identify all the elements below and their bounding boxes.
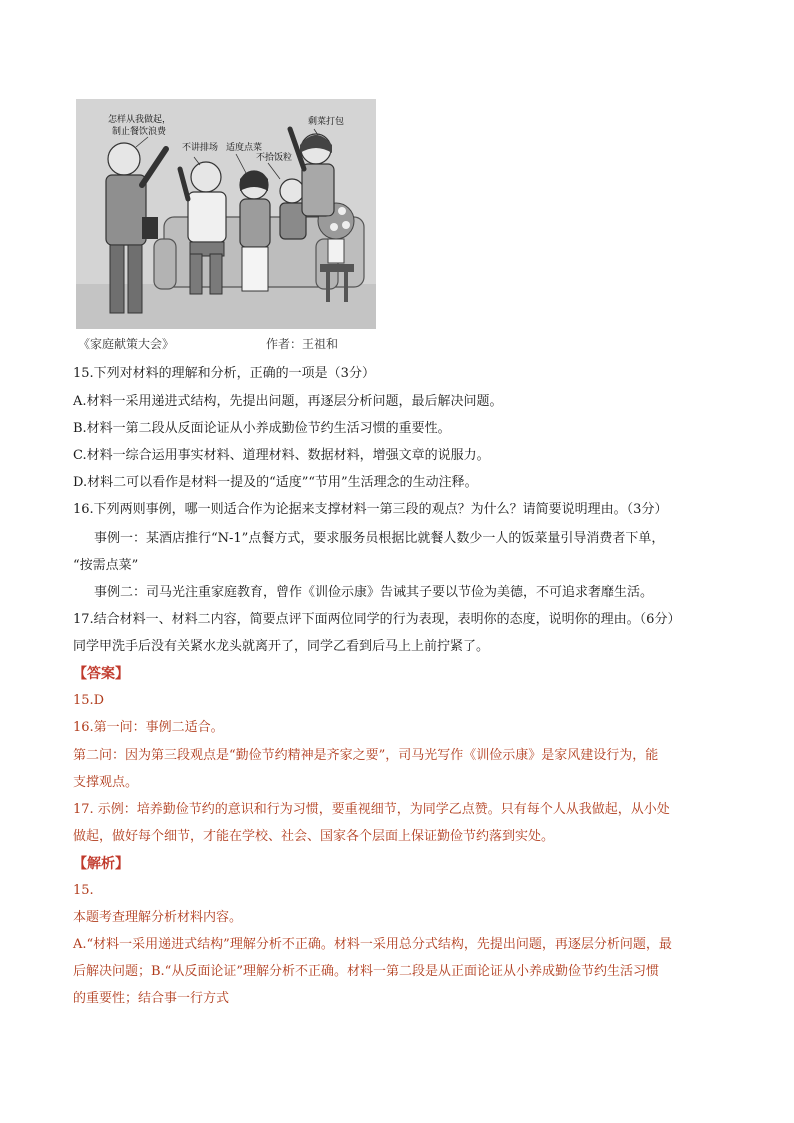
bubble-teacher-line1: 怎样从我做起，: [108, 115, 172, 125]
bubble-grandmother: 剩菜打包: [308, 117, 345, 127]
cartoon-image: [76, 99, 376, 329]
answer-15: 15.D: [73, 693, 105, 708]
answer-16-line3: 支撑观点。: [73, 775, 139, 790]
analysis-line1: A.“材料一采用递进式结构”理解分析不正确。材料一采用总分式结构，先提出问题，再逐层分析问题，最: [73, 937, 672, 952]
question-15-option-d: D.材料二可以看作是材料一提及的“适度”“节用”生活理念的生动注释。: [73, 475, 478, 490]
question-16-example1-line1: 事例一：某酒店推行“N-1”点餐方式，要求服务员根据比就餐人数少一人的饭菜量引导消费者下单，: [94, 531, 665, 546]
question-15-option-a: A.材料一采用递进式结构，先提出问题，再逐层分析问题，最后解决问题。: [73, 394, 503, 409]
cartoon-caption-author: 作者：王祖和: [266, 337, 339, 351]
question-16-example1-line2: “按需点菜”: [73, 558, 139, 573]
cartoon-caption-title: 《家庭献策大会》: [78, 337, 175, 351]
bubble-father: 不讲排场: [182, 143, 219, 153]
question-16-example2: 事例二：司马光注重家庭教育，曾作《训俭示康》告诫其子要以节俭为美德，不可追求奢靡生活。: [94, 585, 654, 600]
question-15: 15.下列对材料的理解和分析，正确的一项是（3分）: [73, 366, 375, 381]
analysis-line3: 的重要性；结合事一行方式: [73, 991, 230, 1006]
bubble-teacher-line2: 制止餐饮浪费: [112, 127, 167, 137]
question-17-case: 同学甲洗手后没有关紧水龙头就离开了，同学乙看到后马上上前拧紧了。: [73, 639, 490, 654]
question-15-option-c: C.材料一综合运用事实材料、道理材料、数据材料，增强文章的说服力。: [73, 448, 490, 463]
question-16: 16.下列两则事例，哪一则适合作为论据来支撑材料一第三段的观点？为什么？请简要说明理由。（3分）: [73, 502, 668, 517]
analysis-line2: 后解决问题；B.“从反面论证”理解分析不正确。材料一第二段是从正面论证从小养成勤俭节约生活习惯: [73, 964, 659, 979]
analysis-15-number: 15.: [73, 883, 94, 898]
question-17: 17.结合材料一、材料二内容，简要点评下面两位同学的行为表现，表明你的态度，说明你的理由。（6分）: [73, 612, 681, 627]
answer-17-line1: 17. 示例：培养勤俭节约的意识和行为习惯，要重视细节，为同学乙点赞。只有每个人从我做起，从小处: [73, 802, 670, 817]
analysis-intro: 本题考查理解分析材料内容。: [73, 910, 243, 925]
answer-16-line1: 16.第一问：事例二适合。: [73, 720, 224, 735]
cartoon-figure: [76, 99, 376, 354]
answer-16-line2: 第二问：因为第三段观点是“勤俭节约精神是齐家之要”，司马光写作《训俭示康》是家风建设行为，能: [73, 748, 659, 763]
bubble-mother: 适度点菜: [226, 143, 263, 153]
question-15-option-b: B.材料一第二段从反面论证从小养成勤俭节约生活习惯的重要性。: [73, 421, 451, 436]
analysis-heading: 【解析】: [73, 856, 129, 872]
bubble-boy: 不拾饭粒: [256, 153, 293, 163]
answer-17-line2: 做起，做好每个细节，才能在学校、社会、国家各个层面上保证勤俭节约落到实处。: [73, 829, 555, 844]
answer-heading: 【答案】: [73, 666, 129, 682]
